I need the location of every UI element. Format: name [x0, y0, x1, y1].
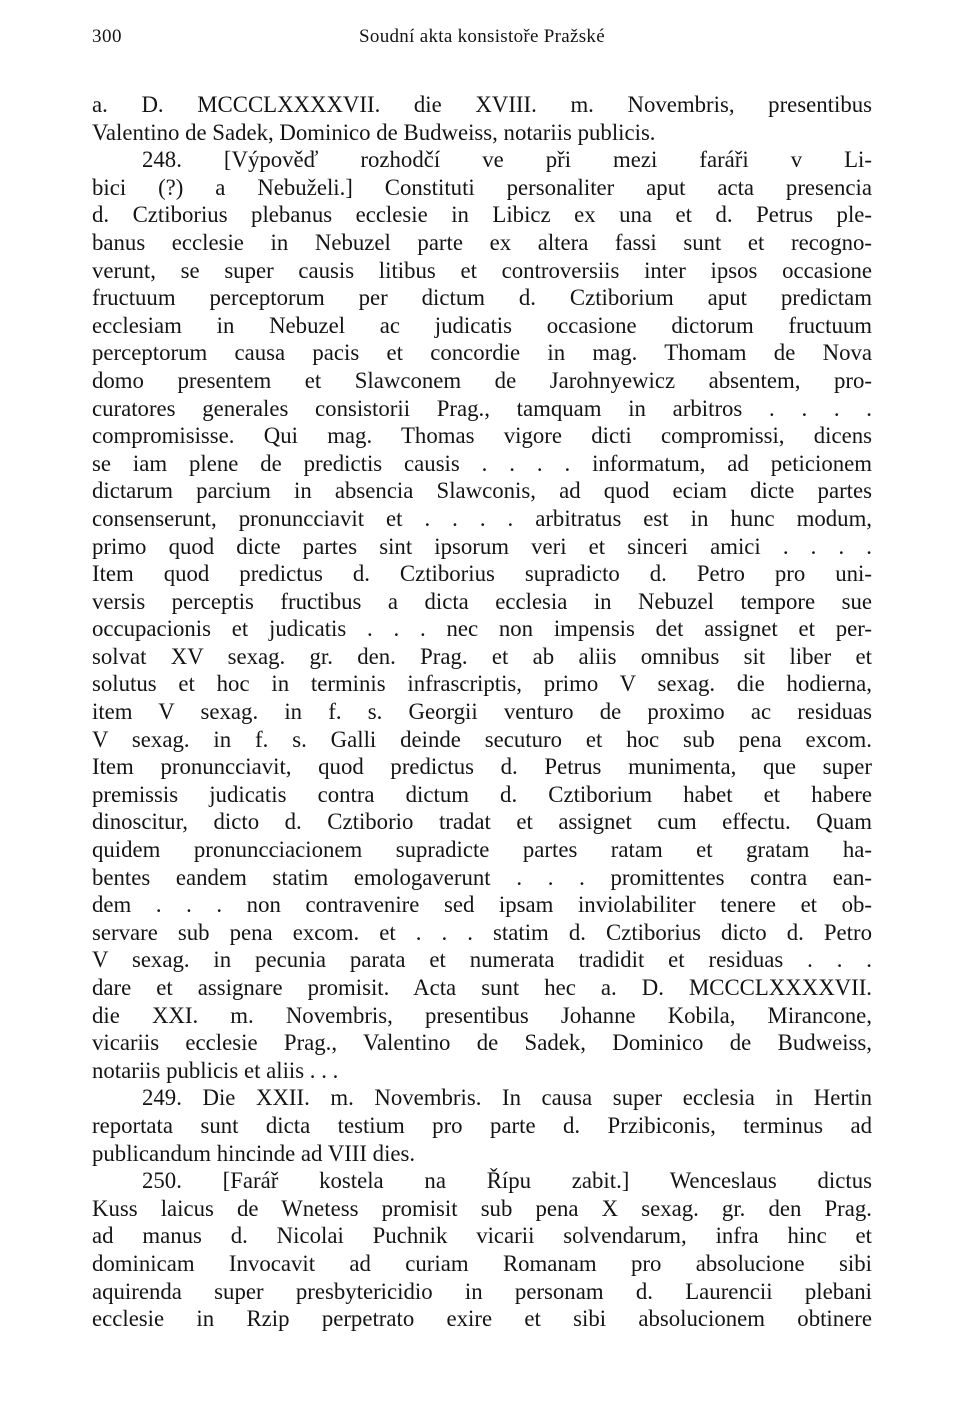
text-line: primo quod dicte partes sint ipsorum veri et sinceri amici . . . .	[92, 533, 872, 559]
body-text	[92, 91, 872, 1333]
text-line: Item pronuncciavit, quod predictus d. Petrus munimenta, que super	[92, 754, 872, 780]
text-line: verunt, se super causis litibus et controversiis inter ipsos occasione	[92, 257, 872, 283]
text-line: a. D. MCCCLXXXXVII. die XVIII. m. Novembris, presentibus	[92, 92, 872, 117]
text-line: servare sub pena excom. et . . . statim d. Cztiborius dicto d. Petro	[92, 919, 872, 945]
text-line: dominicam Invocavit ad curiam Romanam pro absolucione sibi	[92, 1250, 872, 1276]
text-line: versis perceptis fructibus a dicta ecclesia in Nebuzel tempore sue	[92, 588, 872, 614]
text-line: V sexag. in pecunia parata et numerata tradidit et residuas . . .	[92, 947, 872, 973]
text-line: bici (?) a Nebuželi.] Constituti personaliter aput acta presencia	[92, 174, 872, 200]
text-line: ecclesie in Rzip perpetrato exire et sibi absolucionem obtinere	[92, 1306, 872, 1332]
text-line: dem . . . non contravenire sed ipsam inviolabiliter tenere et ob-	[92, 892, 872, 918]
text-line: consenserunt, pronuncciavit et . . . . arbitratus est in hunc modum,	[92, 505, 872, 531]
text-line: compromisisse. Qui mag. Thomas vigore dicti compromissi, dicens	[92, 423, 872, 449]
text-line: perceptorum causa pacis et concordie in mag. Thomam de Nova	[92, 340, 872, 366]
text-line: Valentino de Sadek, Dominico de Budweiss, notariis publicis.	[92, 119, 656, 145]
text-line: domo presentem et Slawconem de Jarohnyewicz absentem, pro-	[92, 367, 872, 393]
text-line: solutus et hoc in terminis infrascriptis, primo V sexag. die hodierna,	[92, 671, 872, 697]
page-header	[92, 26, 872, 56]
text-line: ad manus d. Nicolai Puchnik vicarii solvendarum, infra hinc et	[92, 1223, 872, 1249]
text-line: ecclesiam in Nebuzel ac judicatis occasione dictorum fructuum	[92, 312, 872, 338]
text-line: curatores generales consistorii Prag., tamquam in arbitros . . . .	[92, 395, 872, 421]
text-line: solvat XV sexag. gr. den. Prag. et ab aliis omnibus sit liber et	[92, 643, 872, 669]
text-line: publicandum hincinde ad VIII dies.	[92, 1140, 416, 1166]
running-title: Soudní akta konsistoře Pražské	[359, 26, 605, 47]
text-line: premissis judicatis contra dictum d. Cztiborium habet et habere	[92, 781, 872, 807]
text-line: Item quod predictus d. Cztiborius supradicto d. Petro pro uni-	[92, 561, 872, 587]
text-line: 249. Die XXII. m. Novembris. In causa super ecclesia in Hertin	[142, 1085, 872, 1111]
text-line: Kuss laicus de Wnetess promisit sub pena X sexag. gr. den Prag.	[92, 1195, 872, 1221]
text-line: dare et assignare promisit. Acta sunt hec a. D. MCCCLXXXXVII.	[92, 975, 872, 1000]
text-line: bentes eandem statim emologaverunt . . . promittentes contra ean-	[92, 864, 872, 890]
text-line: notariis publicis et aliis . . .	[92, 1057, 339, 1083]
text-line: die XXI. m. Novembris, presentibus Johanne Kobila, Mirancone,	[92, 1002, 872, 1028]
text-line: fructuum perceptorum per dictum d. Cztiborium aput predictam	[92, 285, 872, 311]
text-line: item V sexag. in f. s. Georgii venturo de proximo ac residuas	[92, 699, 872, 725]
text-line: vicariis ecclesie Prag., Valentino de Sadek, Dominico de Budweiss,	[92, 1030, 872, 1056]
text-line: reportata sunt dicta testium pro parte d. Przibiconis, terminus ad	[92, 1112, 872, 1138]
text-line: dinoscitur, dicto d. Cztiborio tradat et assignet cum effectu. Quam	[92, 809, 872, 835]
text-line: V sexag. in f. s. Galli deinde secuturo et hoc sub pena excom.	[92, 726, 872, 752]
text-line: d. Cztiborius plebanus ecclesie in Libicz ex una et d. Petrus ple-	[92, 202, 872, 228]
text-line: banus ecclesie in Nebuzel parte ex altera fassi sunt et recogno-	[92, 229, 872, 255]
text-line: dictarum parcium in absencia Slawconis, ad quod eciam dicte partes	[92, 478, 872, 504]
text-line: quidem pronuncciacionem supradicte partes ratam et gratam ha-	[92, 837, 872, 863]
page-number: 300	[92, 26, 122, 47]
text-line: se iam plene de predictis causis . . . . informatum, ad peticionem	[92, 450, 872, 476]
text-line: aquirenda super presbytericidio in personam d. Laurencii plebani	[92, 1278, 872, 1304]
text-line: 250. [Farář kostela na Řípu zabit.] Wenceslaus dictus	[142, 1168, 872, 1194]
text-line: occupacionis et judicatis . . . nec non impensis det assignet et per-	[92, 616, 872, 642]
text-line: 248. [Výpověď rozhodčí ve při mezi faráři v Li-	[142, 147, 872, 173]
